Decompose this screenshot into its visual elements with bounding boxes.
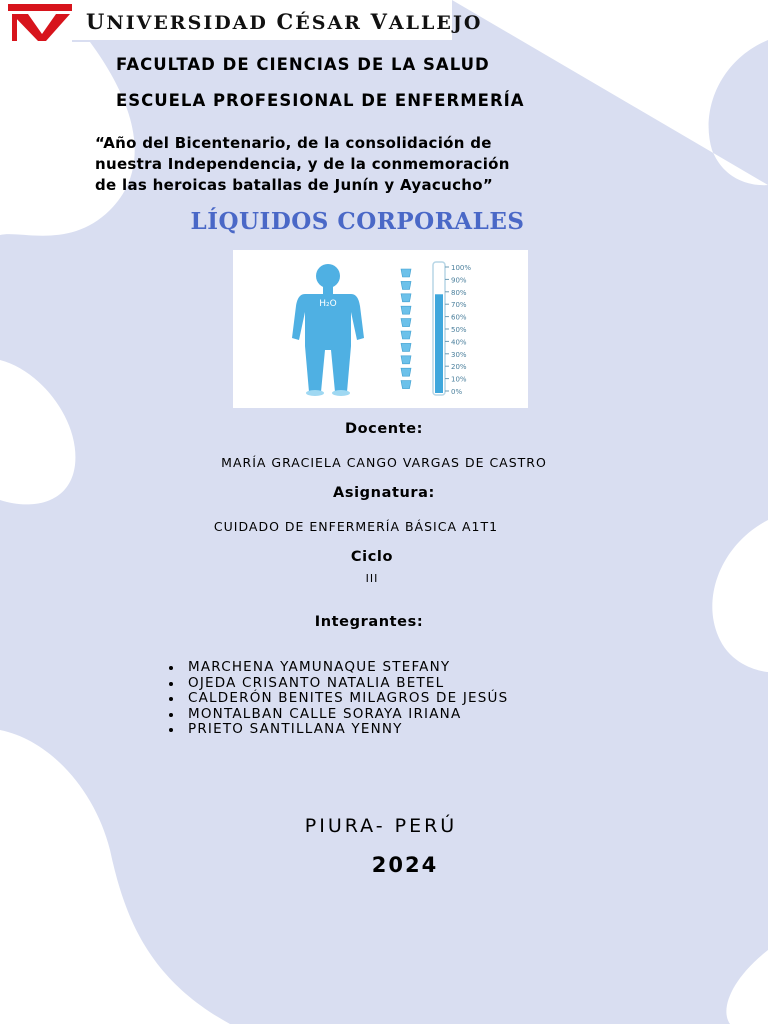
scale-label: 50% [451, 326, 467, 334]
course-name: CUIDADO DE ENFERMERÍA BÁSICA A1T1 [213, 519, 499, 534]
document-title: LÍQUIDOS CORPORALES [190, 208, 525, 235]
scale-label: 80% [451, 288, 467, 297]
body-water-figure [233, 250, 528, 408]
water-cup-icon [401, 343, 411, 351]
water-level-fill [435, 294, 443, 393]
water-cup-icon [401, 269, 411, 277]
scale-label: 70% [451, 301, 467, 310]
cycle-value: III [365, 572, 379, 585]
water-cup-icon [401, 294, 411, 302]
university-logo-icon [8, 4, 72, 42]
water-cup-icon [401, 368, 411, 376]
list-item: CALDERÓN BENITES MILAGROS DE JESÚS [166, 691, 508, 707]
members-list [166, 660, 508, 738]
water-cup-icon [401, 356, 411, 364]
school-name: ESCUELA PROFESIONAL DE ENFERMERÍA [116, 91, 525, 110]
human-body-water-icon [233, 250, 528, 408]
water-cup-icon [401, 306, 411, 314]
list-item: OJEDA CRISANTO NATALIA BETEL [166, 676, 508, 692]
water-cup-icon [401, 319, 411, 327]
scale-label: 10% [451, 375, 467, 384]
water-cup-icon [401, 331, 411, 339]
scale-label: 40% [451, 338, 467, 347]
faculty-name: FACULTAD DE CIENCIAS DE LA SALUD [116, 55, 490, 74]
year-motto: “Año del Bicentenario, de la consolidación de nuestra Independencia, y de la conmemoración de las heroicas batallas de Junín y Ayacucho” [95, 134, 510, 194]
scale-label: 100% [451, 264, 472, 272]
scale-label: 60% [451, 313, 467, 322]
year: 2024 [371, 853, 439, 877]
cycle-label: Ciclo [350, 549, 394, 565]
members-label: Integrantes: [314, 614, 424, 630]
water-cup-icon [401, 281, 411, 289]
scale-label: 20% [451, 363, 467, 372]
list-item: MARCHENA YAMUNAQUE STEFANY [166, 660, 508, 676]
scale-label: 30% [451, 350, 467, 359]
course-label: Asignatura: [333, 485, 435, 501]
teacher-name: MARÍA GRACIELA CANGO VARGAS DE CASTRO [221, 455, 547, 470]
list-item: MONTALBAN CALLE SORAYA IRIANA [166, 707, 508, 723]
list-item: PRIETO SANTILLANA YENNY [166, 722, 508, 738]
university-name: UNIVERSIDAD CÉSAR VALLEJO [86, 9, 483, 34]
place: PIURA- PERÚ [304, 815, 458, 837]
scale-label: 90% [451, 276, 467, 285]
water-cup-icon [401, 381, 411, 389]
body-label: H₂O [319, 299, 337, 309]
scale-label: 0% [451, 388, 463, 396]
teacher-label: Docente: [344, 421, 424, 437]
